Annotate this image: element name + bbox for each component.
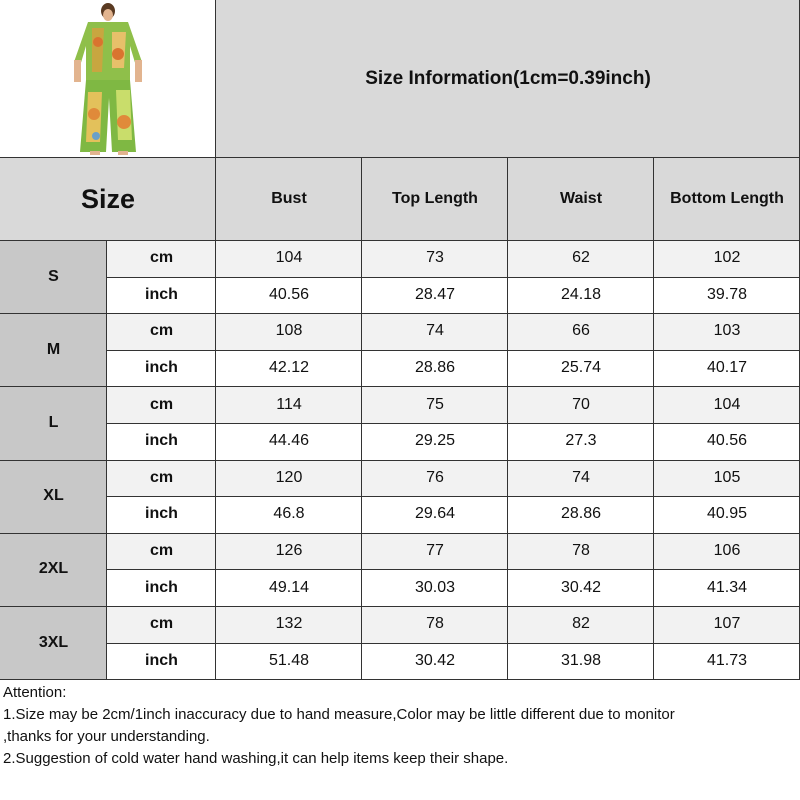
unit-label-cm: cm (149, 542, 174, 560)
attention-note-1-cont: ,thanks for your understanding. (3, 728, 210, 745)
grid-line (0, 386, 800, 387)
bottom-length-value: 102 (713, 249, 741, 267)
bottom-length-value: 105 (713, 468, 741, 486)
top-length-value: 73 (426, 249, 444, 267)
bust-value: 104 (275, 249, 303, 267)
grid-line (106, 240, 107, 680)
top-length-value: 74 (426, 322, 444, 340)
waist-value: 30.42 (560, 578, 602, 596)
bottom-length-value: 40.17 (706, 359, 748, 377)
bust-value: 40.56 (268, 285, 310, 303)
grid-line (0, 460, 800, 461)
top-length-value: 78 (426, 615, 444, 633)
waist-value: 70 (572, 395, 590, 413)
grid-line (0, 533, 800, 534)
unit-label-inch: inch (145, 651, 178, 669)
grid-line (0, 313, 800, 314)
size-label: 2XL (0, 533, 107, 606)
bottom-length-value: 40.95 (706, 505, 748, 523)
column-header-waist: Waist (508, 158, 654, 240)
top-length-value: 30.42 (414, 651, 456, 669)
bottom-length-value: 41.73 (706, 651, 748, 669)
bust-value: 44.46 (268, 432, 310, 450)
top-length-value: 29.64 (414, 505, 456, 523)
unit-label-inch: inch (145, 285, 178, 303)
grid-line (507, 158, 508, 680)
bust-value: 46.8 (273, 505, 305, 523)
top-length-value: 28.47 (414, 285, 456, 303)
bottom-length-value: 104 (713, 395, 741, 413)
size-label: S (0, 240, 107, 313)
grid-line (0, 606, 800, 607)
unit-label-cm: cm (149, 322, 174, 340)
top-length-value: 30.03 (414, 578, 456, 596)
top-length-value: 75 (426, 395, 444, 413)
size-column-header: Size (0, 158, 216, 240)
waist-value: 74 (572, 468, 590, 486)
bust-value: 120 (275, 468, 303, 486)
attention-note-2: 2.Suggestion of cold water hand washing,it can help items keep their shape. (3, 750, 509, 767)
bust-value: 114 (276, 395, 302, 413)
waist-value: 78 (572, 542, 590, 560)
bottom-length-value: 107 (713, 615, 741, 633)
bottom-length-value: 40.56 (706, 432, 748, 450)
grid-line (653, 158, 654, 680)
waist-value: 24.18 (560, 285, 602, 303)
waist-value: 66 (572, 322, 590, 340)
size-label: 3XL (0, 606, 107, 679)
unit-label-cm: cm (149, 615, 174, 633)
grid-line (361, 158, 362, 680)
grid-line (215, 0, 216, 680)
unit-label-cm: cm (149, 395, 174, 413)
top-length-value: 77 (426, 542, 444, 560)
attention-note-1: 1.Size may be 2cm/1inch inaccuracy due to hand measure,Color may be little different due to monitor (3, 706, 675, 723)
unit-label-cm: cm (149, 468, 174, 486)
column-header-bust: Bust (216, 158, 362, 240)
attention-heading: Attention: (3, 684, 67, 701)
product-photo (30, 2, 186, 156)
product-photo-cell (0, 0, 216, 158)
top-length-value: 29.25 (414, 432, 456, 450)
top-length-value: 28.86 (414, 359, 456, 377)
chart-title: Size Information(1cm=0.39inch) (216, 0, 800, 158)
size-label: M (0, 313, 107, 386)
bust-value: 126 (275, 542, 303, 560)
size-label: L (0, 386, 107, 459)
column-header-bottom-length: Bottom Length (654, 158, 800, 240)
bust-value: 51.48 (268, 651, 310, 669)
grid-line (0, 157, 800, 158)
waist-value: 82 (572, 615, 590, 633)
bust-value: 42.12 (268, 359, 310, 377)
grid-line (107, 350, 800, 351)
unit-label-inch: inch (145, 578, 178, 596)
unit-label-inch: inch (145, 505, 178, 523)
bust-value: 108 (275, 322, 303, 340)
grid-line (107, 277, 800, 278)
bottom-length-value: 41.34 (706, 578, 748, 596)
waist-value: 62 (572, 249, 590, 267)
bust-value: 132 (275, 615, 303, 633)
size-label: XL (0, 460, 107, 533)
waist-value: 28.86 (560, 505, 602, 523)
bust-value: 49.14 (268, 578, 310, 596)
attention-notes (3, 682, 798, 770)
column-header-top-length: Top Length (362, 158, 508, 240)
unit-label-inch: inch (145, 359, 178, 377)
waist-value: 27.3 (565, 432, 597, 450)
unit-label-inch: inch (145, 432, 178, 450)
waist-value: 25.74 (560, 359, 602, 377)
top-length-value: 76 (426, 468, 444, 486)
grid-line (107, 643, 800, 644)
grid-line (0, 240, 800, 241)
waist-value: 31.98 (560, 651, 602, 669)
unit-label-cm: cm (149, 249, 174, 267)
grid-line (107, 423, 800, 424)
bottom-length-value: 103 (713, 322, 741, 340)
grid-line (107, 496, 800, 497)
bottom-length-value: 39.78 (706, 285, 748, 303)
grid-line (0, 679, 800, 680)
bottom-length-value: 106 (713, 542, 741, 560)
grid-line (107, 569, 800, 570)
